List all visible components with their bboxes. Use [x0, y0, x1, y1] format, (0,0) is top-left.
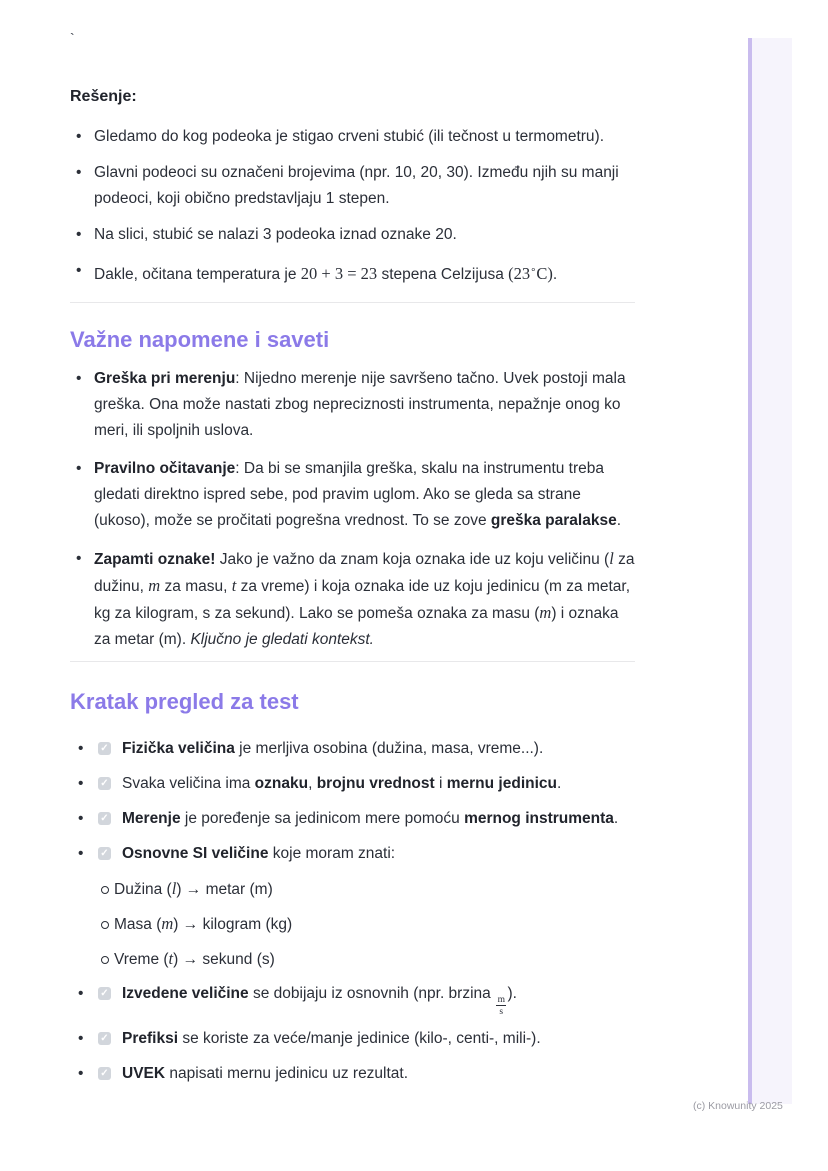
- checkbox-checked-icon: ✓: [98, 742, 111, 755]
- solution-heading: Rešenje:: [70, 88, 137, 105]
- sub-list-item: Dužina (l) → metar (m): [70, 876, 635, 903]
- list-item: • Dakle, očitana temperatura je 20 + 3 = 23 stepena Celzijusa (23∘C).: [70, 258, 635, 288]
- bullet-icon: •: [78, 740, 84, 757]
- bullet-icon: •: [76, 460, 82, 477]
- bullet-icon: •: [76, 370, 82, 387]
- checkbox-checked-icon: ✓: [98, 987, 111, 1000]
- next-page-preview-edge[interactable]: [748, 38, 792, 1104]
- circle-bullet-icon: [101, 886, 109, 894]
- checklist-item: • ✓ Fizička veličina je merljiva osobina (dužina, masa, vreme...).: [70, 736, 635, 762]
- section-divider: [70, 661, 635, 662]
- sub-list-item: Masa (m) → kilogram (kg): [70, 911, 635, 938]
- bullet-icon: •: [76, 262, 82, 279]
- bullet-icon: •: [76, 164, 82, 181]
- checkbox-checked-icon: ✓: [98, 1032, 111, 1045]
- checklist-item: • ✓ UVEK napisati mernu jedinicu uz rezultat.: [70, 1061, 635, 1087]
- list-item: • Gledamo do kog podeoka je stigao crveni stubić (ili tečnost u termometru).: [70, 124, 635, 150]
- section-divider: [70, 302, 635, 303]
- fraction: $\frac{m}{s}$: [497, 995, 505, 1017]
- bullet-icon: •: [78, 775, 84, 792]
- footer-copyright: (c) Knowunity 2025: [693, 1100, 783, 1112]
- notes-heading: Važne napomene i saveti: [70, 327, 330, 352]
- list-item: • Glavni podeoci su označeni brojevima (npr. 10, 20, 30). Između njih su manji podeoci, koji obično predstavljaju 1 stepen.: [70, 160, 635, 212]
- checkbox-checked-icon: ✓: [98, 812, 111, 825]
- stray-backtick-mark: `: [70, 30, 75, 46]
- checklist-item: • ✓ Osnovne SI veličine koje moram znati:: [70, 841, 635, 867]
- bullet-icon: •: [78, 1030, 84, 1048]
- bullet-icon: •: [76, 128, 82, 145]
- circle-bullet-icon: [101, 956, 109, 964]
- list-item: • Na slici, stubić se nalazi 3 podeoka iznad oznake 20.: [70, 222, 635, 248]
- bullet-icon: •: [78, 1065, 84, 1083]
- checklist-item: • ✓ Prefiksi se koriste za veće/manje jedinice (kilo-, centi-, mili-).: [70, 1026, 635, 1052]
- bullet-icon: •: [76, 226, 82, 243]
- checkbox-checked-icon: ✓: [98, 1067, 111, 1080]
- bullet-icon: •: [78, 810, 84, 827]
- checkbox-checked-icon: ✓: [98, 777, 111, 790]
- list-item: • Pravilno očitavanje: Da bi se smanjila greška, skalu na instrumentu treba gledati direktno ispred sebe, pod pravim uglom. Ako se gleda sa strane (ukoso), može se pročitati pogrešna vrednost. To se zove greška paralakse.: [70, 456, 635, 534]
- bullet-icon: •: [78, 845, 84, 862]
- checklist-item: • ✓ Merenje je poređenje sa jedinicom mere pomoću mernog instrumenta.: [70, 806, 635, 832]
- solution-list: [70, 124, 635, 298]
- bullet-icon: •: [76, 550, 82, 567]
- checklist-item: • ✓ Svaka veličina ima oznaku, brojnu vrednost i mernu jedinicu.: [70, 771, 635, 797]
- review-checklist: [70, 736, 635, 1096]
- checkbox-checked-icon: ✓: [98, 847, 111, 860]
- list-item: • Greška pri merenju: Nijedno merenje nije savršeno tačno. Uvek postoji mala greška. Ona može nastati zbog nepreciznosti instrumenta, nepažnje onog ko meri, ili spoljnih uslova.: [70, 366, 635, 444]
- checklist-item: • ✓ Izvedene veličine se dobijaju iz osnovnih (npr. brzina $\frac{m}{s}$ ).: [70, 981, 635, 1017]
- notes-list: [70, 366, 635, 665]
- list-item: • Zapamti oznake! Jako je važno da znam koja oznaka ide uz koju veličinu (l za dužinu, m za masu, t za vreme) i koja oznaka ide uz koju jedinicu (m za metar, kg za kilogram, s za sekund). Lako se pomeša oznaka za masu (m) i oznaka za metar (m). Ključno je gledati kontekst.: [70, 546, 635, 653]
- sub-list-item: Vreme (t) → sekund (s): [70, 946, 635, 973]
- review-heading: Kratak pregled za test: [70, 689, 299, 714]
- bullet-icon: •: [78, 985, 84, 1002]
- circle-bullet-icon: [101, 921, 109, 929]
